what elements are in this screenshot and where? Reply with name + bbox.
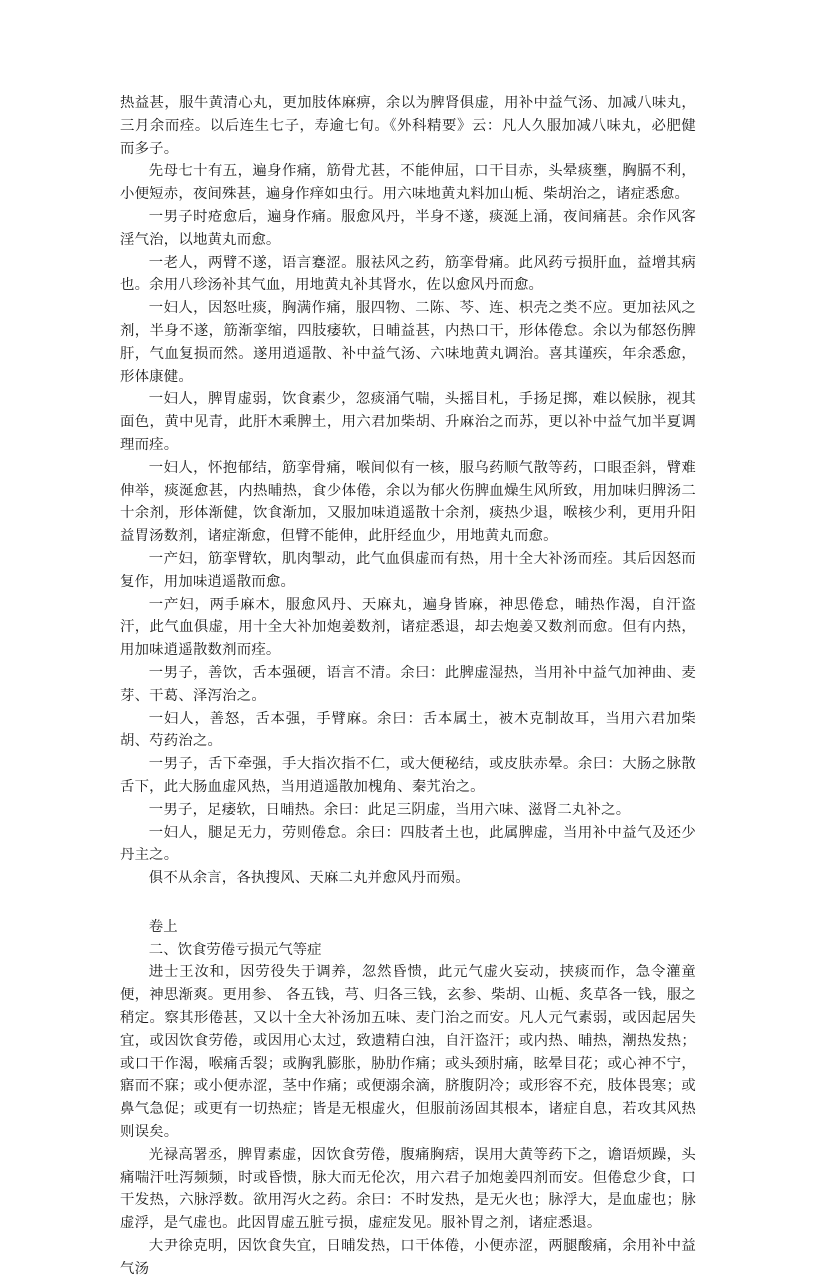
paragraph: 一男子，舌下牵强，手大指次指不仁，或大便秘结，或皮肤赤晕。余曰：大肠之脉散舌下，此大肠血虚风热，当用逍遥散加槐角、秦艽治之。	[120, 756, 696, 795]
volume-label: 卷上	[148, 918, 178, 935]
section-gap	[120, 890, 696, 916]
section-title: 二、饮食劳倦亏损元气等症	[148, 941, 322, 958]
paragraph: 一妇人，因怒吐痰，胸满作痛，服四物、二陈、芩、连、枳壳之类不应。更加祛风之剂，半身不遂，筋渐挛缩，四肢痿软，日晡益甚，内热口干，形体倦怠。余以为郁怒伤脾肝，气血复损而然。遂用逍遥散、补中益气汤、六味地黄丸调治。喜其谨疾，年余悉愈，形体康健。	[120, 300, 696, 385]
paragraph: 热益甚，服牛黄清心丸，更加肢体麻痹，余以为脾肾俱虚，用补中益气汤、加减八味丸，三月余而痊。以后连生七子，寿逾七旬。《外科精要》云：凡人久服加减八味丸，必肥健而多子。	[120, 95, 696, 157]
paragraph: 一男子，善饮，舌本强硬，语言不清。余曰：此脾虚湿热，当用补中益气加神曲、麦芽、干葛、泽泻治之。	[120, 664, 696, 704]
document-body	[120, 92, 696, 1281]
paragraph: 一妇人，怀抱郁结，筋挛骨痛，喉间似有一核，服乌药顺气散等药，口眼歪斜，臂难伸举，痰涎愈甚，内热晡热，食少体倦，余以为郁火伤脾血燥生风所致，用加味归脾汤二十余剂，形体渐健，饮食渐加，又服加味逍遥散十余剂，痰热少退，喉核少利，更用升阳益胃汤数剂，诸症渐愈，但臂不能伸，此肝经血少，用地黄丸而愈。	[120, 459, 696, 545]
paragraph: 一男子时疮愈后，遍身作痛。服愈风丹，半身不遂，痰涎上涌，夜间痛甚。余作风客淫气治，以地黄丸而愈。	[120, 208, 696, 248]
paragraph: 一男子，足痿软，日晡热。余曰：此足三阴虚，当用六味、滋肾二丸补之。	[148, 801, 631, 818]
paragraph: 一产妇，两手麻木，服愈风丹、天麻丸，遍身皆麻，神思倦怠，晡热作渴，自汗盗汗，此气血俱虚，用十全大补加炮姜数剂，诸症悉退，却去炮姜又数剂而愈。但有内热，用加味逍遥散数剂而痊。	[120, 596, 696, 659]
paragraph: 先母七十有五，遍身作痛，筋骨尤甚，不能伸屈，口干目赤，头晕痰壅，胸膈不利，小便短赤，夜间殊甚，遍身作痒如虫行。用六味地黄丸料加山栀、柴胡治之，诸症悉愈。	[120, 163, 696, 203]
paragraph: 一老人，两臂不遂，语言蹇涩。服祛风之药，筋挛骨痛。此风药亏损肝血，益增其病也。余用八珍汤补其气血，用地黄丸补其肾水，佐以愈风丹而愈。	[120, 254, 696, 294]
paragraph: 一妇人，脾胃虚弱，饮食素少，忽痰涌气喘，头摇目札，手扬足掷，难以候脉，视其面色，黄中见青，此肝木乘脾土，用六君加柴胡、升麻治之而苏，更以补中益气加半夏调理而痊。	[120, 391, 696, 453]
paragraph: 大尹徐克明，因饮食失宜，日晡发热，口干体倦，小便赤涩，两腿酸痛，余用补中益气汤	[120, 1238, 696, 1277]
paragraph: 一妇人，腿足无力，劳则倦怠。余曰：四肢者土也，此属脾虚，当用补中益气及还少丹主之。	[120, 824, 696, 864]
paragraph: 一产妇，筋挛臂软，肌肉掣动，此气血俱虚而有热，用十全大补汤而痊。其后因怒而复作，用加味逍遥散而愈。	[120, 550, 696, 590]
paragraph: 光禄高署丞，脾胃素虚，因饮食劳倦，腹痛胸痞，误用大黄等药下之，谵语烦躁，头痛喘汗吐泻频频，时或昏愦，脉大而无伦次，用六君子加炮姜四剂而安。但倦怠少食，口干发热，六脉浮数。欲用泻火之药。余曰：不时发热，是无火也；脉浮大，是血虚也；脉虚浮，是气虚也。此因胃虚五脏亏损，虚症发见。服补胃之剂，诸症悉退。	[120, 1146, 696, 1232]
paragraph: 进士王汝和，因劳役失于调养，忽然昏愦，此元气虚火妄动，挟痰而作，急令灌童便，神思渐爽。更用参、 各五钱，芎、归各三钱，玄参、柴胡、山栀、炙草各一钱，服之稍定。察其形倦甚，又以十全大补汤加五味、麦门治之而安。凡人元气素弱，或因起居失宜，或因饮食劳倦，或因用心太过，致遗精白浊，自汗盗汗；或内热、晡热，潮热发热；或口干作渴，喉痛舌裂；或胸乳膨胀，胁肋作痛；或头颈肘痛，眩晕目花；或心神不宁，寤而不寐；或小便赤涩，茎中作痛；或便溺余滴，脐腹阴冷；或形容不充，肢体畏寒；或鼻气急促；或更有一切热症；皆是无根虚火，但服前汤固其根本，诸症自息，若攻其风热则误矣。	[120, 964, 696, 1141]
paragraph: 一妇人，善怒，舌本强，手臂麻。余曰：舌本属土，被木克制故耳，当用六君加柴胡、芍药治之。	[120, 710, 696, 750]
paragraph: 俱不从余言，各执搜风、天麻二丸并愈风丹而殒。	[148, 870, 470, 887]
